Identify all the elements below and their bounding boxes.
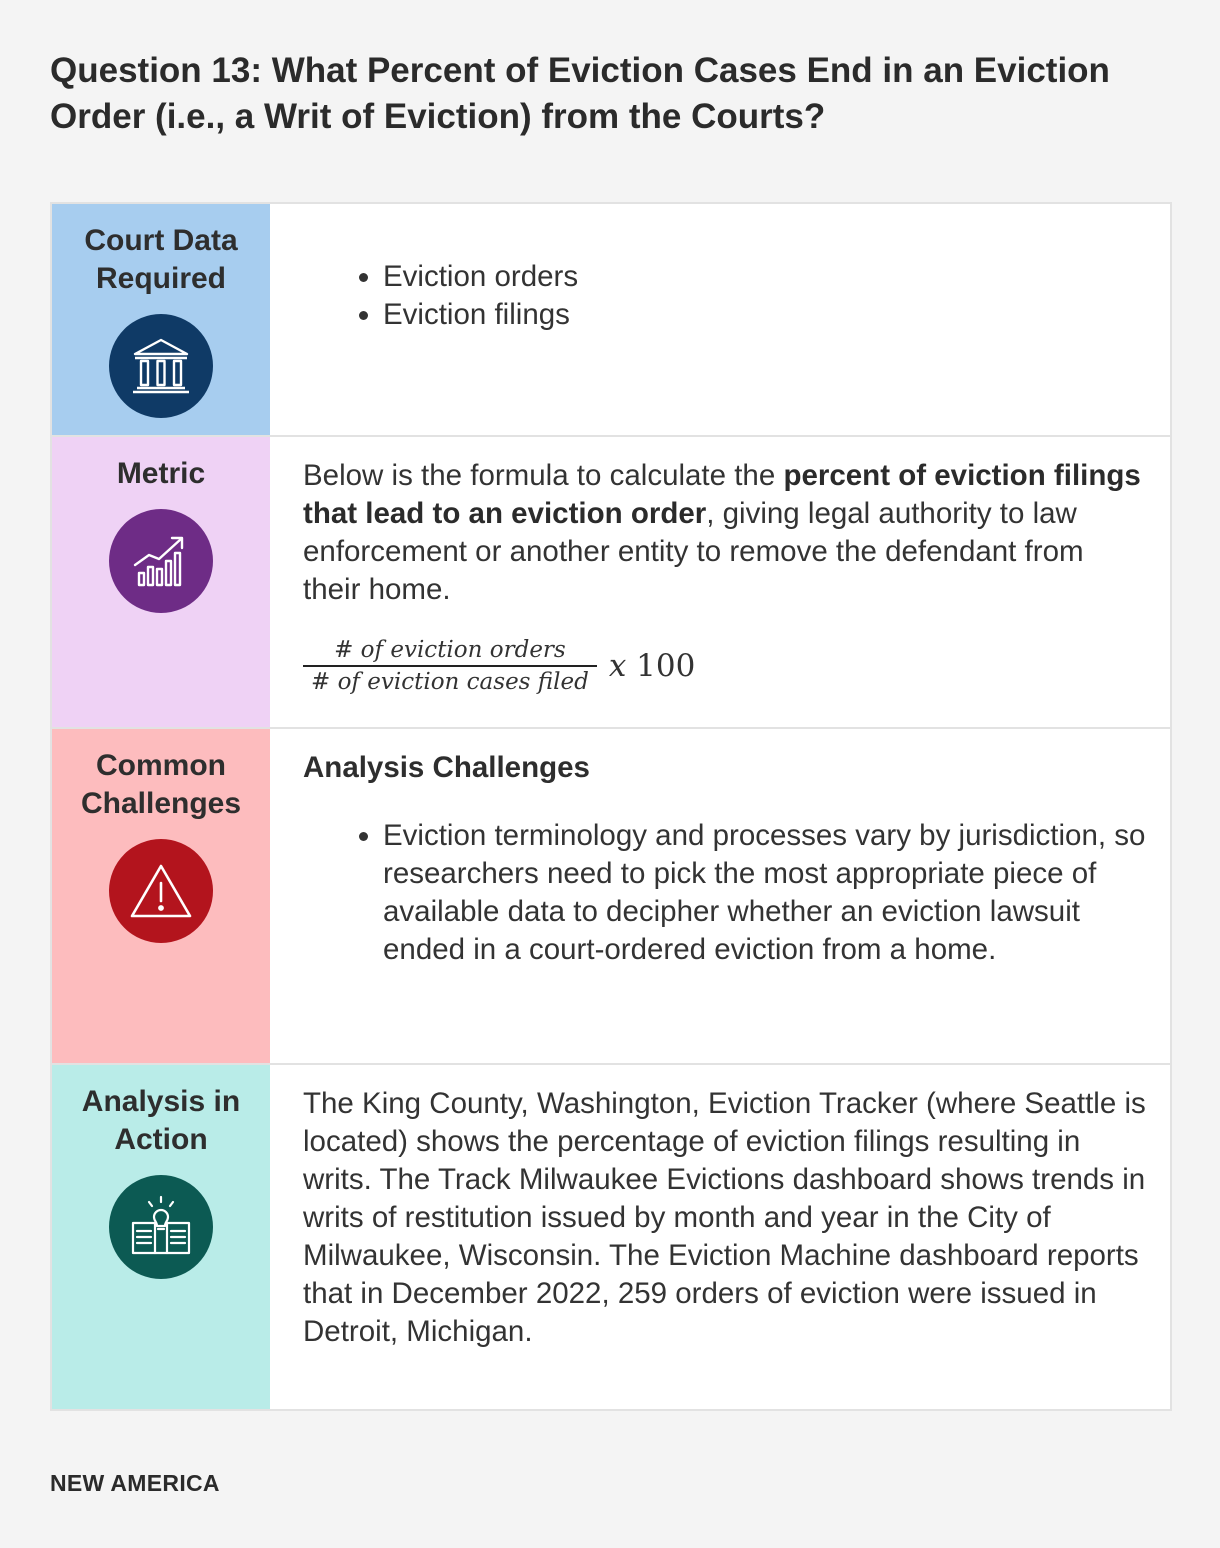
- action-description: The King County, Washington, Eviction Tracker (where Seattle is located) shows the percentage of eviction filings resulting in writs. The Track Milwaukee Evictions dashboard shows trends in writs of restitution issued by month and year in the City of Milwaukee, Wisconsin. The Eviction Machine dashboard reports that in December 2022, 259 orders of eviction were issued in Detroit, Michigan.: [303, 1087, 1146, 1348]
- content-metric: [270, 437, 1170, 727]
- label-challenges: Common Challenges: [80, 749, 242, 820]
- warning-icon: [109, 839, 213, 943]
- label-court-data: Court Data Required: [84, 224, 238, 295]
- page-title: Question 13: What Percent of Eviction Cases End in an Eviction Order (i.e., a Writ of Eviction) from the Courts?: [50, 51, 1110, 136]
- brand-footer: NEW AMERICA: [50, 1470, 220, 1496]
- content-challenges: [270, 729, 1170, 1063]
- label-metric: Metric: [116, 457, 206, 490]
- row-metric: [52, 435, 1170, 727]
- label-cell-court-data: [52, 204, 270, 435]
- challenges-heading: Analysis Challenges: [303, 751, 590, 784]
- metric-text-bold: percent of eviction filings that lead to an eviction order: [303, 459, 1141, 530]
- list-item: • Eviction filings: [383, 296, 1148, 334]
- metric-formula: [303, 635, 1148, 697]
- label-action: Analysis in Action: [81, 1085, 241, 1156]
- formula-numerator: # of eviction orders: [334, 637, 566, 663]
- row-action: [52, 1063, 1170, 1409]
- content-court-data: [270, 204, 1170, 435]
- formula-denominator: # of eviction cases filed: [303, 665, 597, 697]
- formula-fraction: [303, 635, 597, 697]
- challenges-list: [303, 817, 1148, 969]
- court-data-list: [303, 258, 1148, 334]
- row-challenges: [52, 727, 1170, 1063]
- info-table: [50, 202, 1172, 1411]
- metric-text-after: , giving legal authority to law enforcement or another entity to remove the defendant from their home.: [303, 497, 1084, 606]
- list-item: • Eviction orders: [383, 258, 1148, 296]
- metric-description: [303, 457, 1148, 609]
- formula-multiplier: [609, 647, 696, 685]
- list-item: • Eviction terminology and processes vary by jurisdiction, so researchers need to pick the most appropriate piece of available data to decipher whether an eviction lawsuit ended in a court-ordered eviction from a home.: [383, 817, 1148, 969]
- label-cell-challenges: [52, 729, 270, 1063]
- growth-chart-icon: [109, 509, 213, 613]
- content-action: [270, 1065, 1170, 1409]
- idea-book-icon: [109, 1175, 213, 1279]
- row-court-data: [52, 204, 1170, 435]
- metric-text-before: Below is the formula to calculate the: [303, 459, 784, 492]
- formula-number: 100: [636, 648, 696, 684]
- label-cell-metric: [52, 437, 270, 727]
- courthouse-icon: [109, 314, 213, 418]
- formula-x: x: [608, 648, 627, 684]
- label-cell-action: [52, 1065, 270, 1409]
